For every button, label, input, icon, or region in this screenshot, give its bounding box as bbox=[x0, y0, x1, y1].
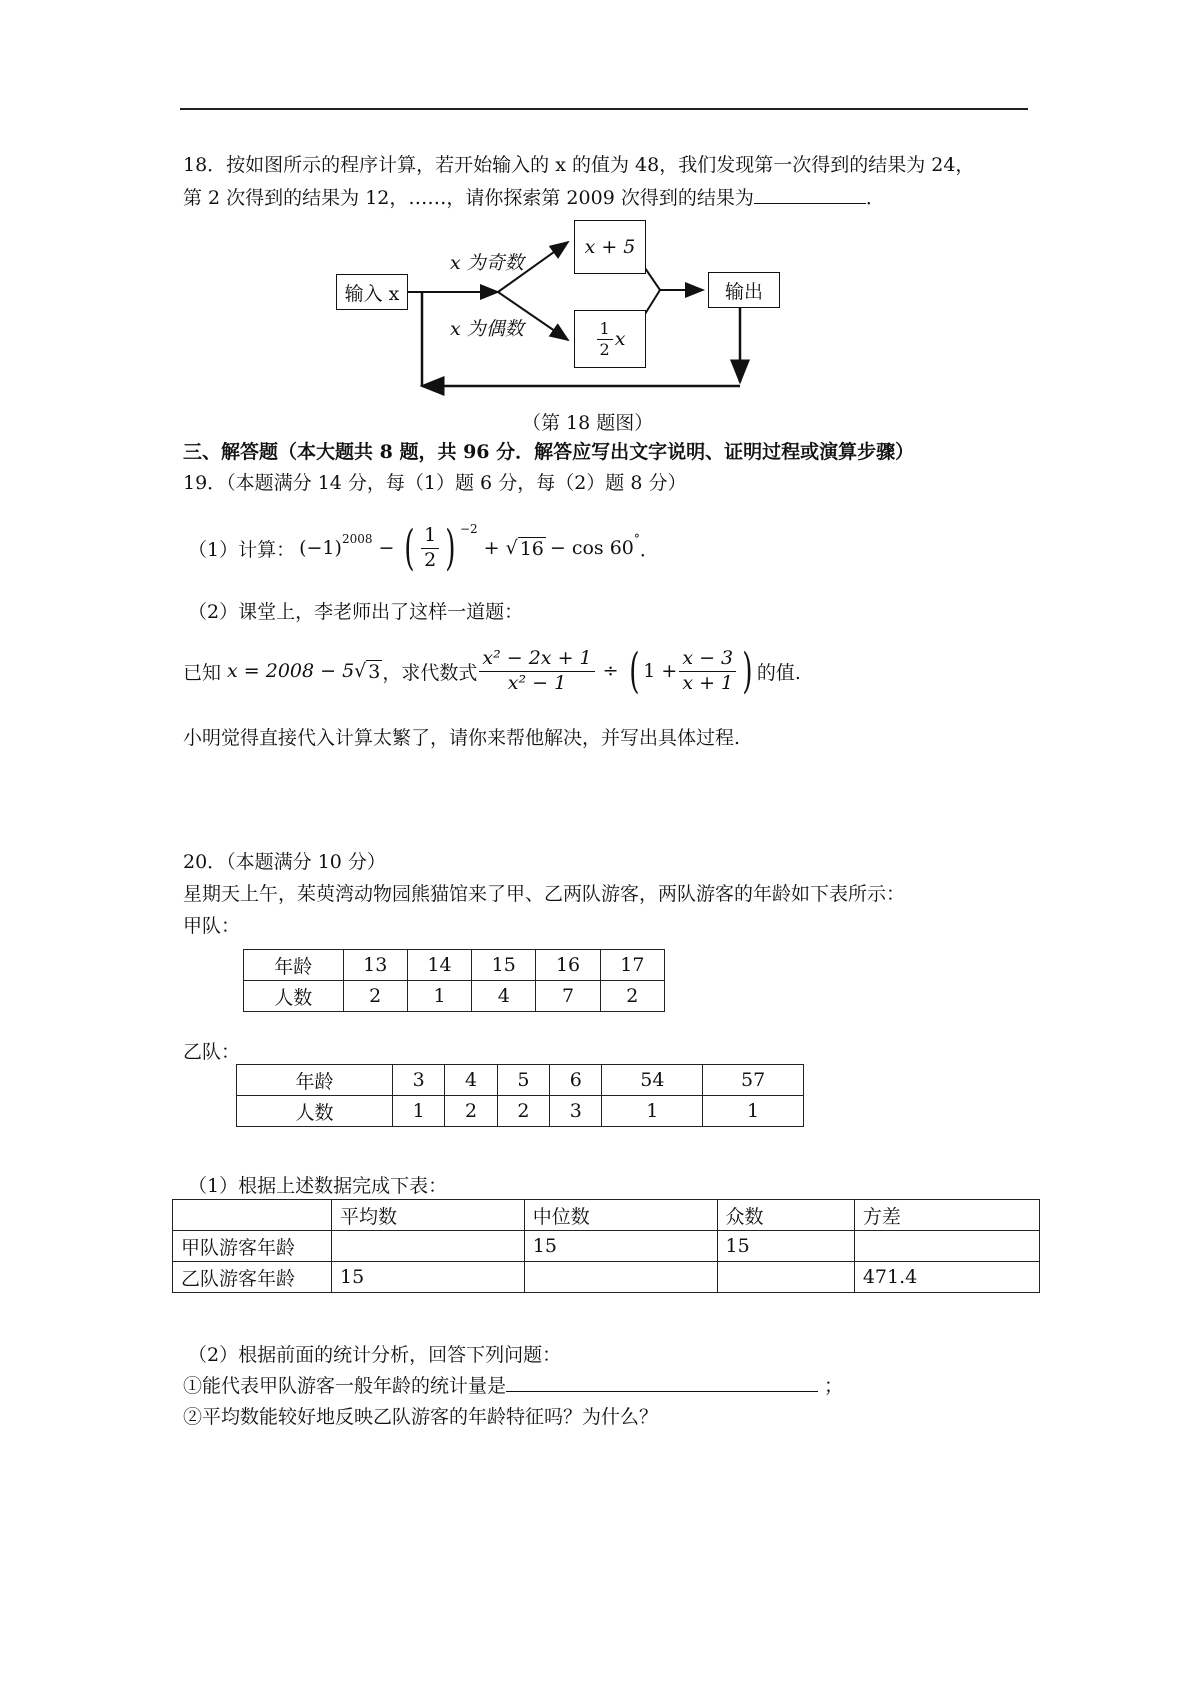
table-cell: 人数 bbox=[237, 1096, 393, 1127]
table-cell: 1 bbox=[393, 1096, 445, 1127]
table-row bbox=[173, 1200, 1040, 1231]
q20-intro: 星期天上午，茱萸湾动物园熊猫馆来了甲、乙两队游客，两队游客的年龄如下表所示： bbox=[183, 883, 906, 905]
table-cell: 57 bbox=[703, 1065, 804, 1096]
q18-answer-blank[interactable] bbox=[754, 185, 866, 204]
q19-given-x: x = 2008 − 5 bbox=[227, 660, 355, 682]
q19-m1-plus: + bbox=[483, 537, 500, 559]
table-cell: 人数 bbox=[244, 981, 344, 1012]
q20-qb: ②平均数能较好地反映乙队游客的年龄特征吗？为什么？ bbox=[183, 1406, 659, 1428]
table-cell: 2 bbox=[600, 981, 664, 1012]
q20-qa-text: ①能代表甲队游客一般年龄的统计量是 bbox=[183, 1375, 507, 1397]
yi-age-table bbox=[236, 1064, 804, 1127]
flow-odd-op-box bbox=[574, 220, 646, 274]
flow-even-num: 1 bbox=[597, 319, 613, 340]
flow-even-frac bbox=[597, 319, 613, 360]
q19-m1-frac bbox=[421, 524, 439, 573]
q19-f2-one: 1 + bbox=[643, 660, 678, 682]
table-cell: 471.4 bbox=[854, 1262, 1039, 1293]
table-cell bbox=[173, 1200, 332, 1231]
q19-m1-num: 1 bbox=[421, 524, 439, 549]
answer-cell[interactable] bbox=[854, 1231, 1039, 1262]
q20-label-yi: 乙队： bbox=[183, 1041, 241, 1063]
sqrt-sign: √ bbox=[505, 537, 518, 559]
table-cell: 2 bbox=[497, 1096, 549, 1127]
flow-odd-op: x + 5 bbox=[584, 236, 636, 258]
table-cell: 平均数 bbox=[332, 1200, 525, 1231]
table-cell: 4 bbox=[472, 981, 536, 1012]
answer-cell[interactable] bbox=[717, 1262, 854, 1293]
table-row bbox=[173, 1231, 1040, 1262]
q18-line1: 18．按如图所示的程序计算，若开始输入的 x 的值为 48，我们发现第一次得到的结果为 24， bbox=[183, 154, 975, 176]
q20-part1: （1）根据上述数据完成下表： bbox=[188, 1175, 448, 1197]
table-cell: 16 bbox=[536, 950, 600, 981]
flow-even-label: x 为偶数 bbox=[450, 318, 524, 340]
table-cell: 14 bbox=[407, 950, 471, 981]
answer-cell[interactable] bbox=[524, 1262, 717, 1293]
table-cell: 2 bbox=[343, 981, 407, 1012]
table-cell: 1 bbox=[407, 981, 471, 1012]
q19-last: 小明觉得直接代入计算太繁了，请你来帮他解决，并写出具体过程. bbox=[183, 727, 741, 749]
q19-m1-minus: − bbox=[378, 537, 395, 559]
q19-lparen: ( bbox=[404, 520, 415, 576]
q19-m1-tail: − cos 60 bbox=[549, 537, 634, 559]
q19-given-b: ，求代数式 bbox=[382, 661, 478, 684]
table-cell: 方差 bbox=[854, 1200, 1039, 1231]
q20-qa-blank[interactable] bbox=[506, 1373, 818, 1392]
q18-caption: （第 18 题图） bbox=[522, 412, 654, 434]
table-cell: 6 bbox=[550, 1065, 602, 1096]
q19-m1-deg: ° bbox=[633, 532, 640, 546]
table-cell: 15 bbox=[524, 1231, 717, 1262]
q20-qa-end: ； bbox=[824, 1375, 844, 1397]
section3-heading: 三、解答题（本大题共 8 题，共 96 分．解答应写出文字说明、证明过程或演算步骤） bbox=[183, 441, 915, 463]
table-cell: 1 bbox=[703, 1096, 804, 1127]
flow-output-label: 输出 bbox=[724, 280, 763, 303]
table-row bbox=[173, 1262, 1040, 1293]
q19-frac1 bbox=[479, 647, 594, 696]
table-cell: 乙队游客年龄 bbox=[173, 1262, 332, 1293]
q19-frac2 bbox=[679, 647, 736, 696]
q19-given-a: 已知 bbox=[183, 661, 222, 684]
flow-even-var: x bbox=[614, 328, 626, 350]
q20-part2: （2）根据前面的统计分析，回答下列问题： bbox=[188, 1344, 562, 1366]
q19-part1 bbox=[188, 518, 659, 578]
flow-odd-label: x 为奇数 bbox=[450, 252, 524, 274]
table-row bbox=[244, 981, 665, 1012]
q20-header: 20．（本题满分 10 分） bbox=[183, 851, 386, 873]
table-cell: 54 bbox=[602, 1065, 703, 1096]
sqrt-sign-2: √ bbox=[354, 660, 367, 682]
flow-even-den: 2 bbox=[599, 339, 610, 359]
q19-m1-end: ． bbox=[639, 538, 659, 561]
flow-even-op-box bbox=[574, 310, 646, 368]
table-cell: 15 bbox=[472, 950, 536, 981]
q20-label-jia: 甲队： bbox=[183, 915, 241, 937]
table-row bbox=[237, 1065, 804, 1096]
q19-m1-base: (−1) bbox=[299, 537, 342, 559]
q19-rparen2: ) bbox=[742, 643, 753, 699]
table-cell: 众数 bbox=[717, 1200, 854, 1231]
q19-header: 19．（本题满分 14 分，每（1）题 6 分，每（2）题 8 分） bbox=[183, 472, 687, 494]
stats-table bbox=[172, 1199, 1040, 1293]
q19-lparen2: ( bbox=[628, 643, 640, 699]
table-cell: 4 bbox=[445, 1065, 497, 1096]
table-cell: 3 bbox=[550, 1096, 602, 1127]
table-row bbox=[244, 950, 665, 981]
q19-f2-num: x − 3 bbox=[679, 647, 736, 672]
table-cell: 年龄 bbox=[237, 1065, 393, 1096]
q19-part2-label: （2）课堂上，李老师出了这样一道题： bbox=[188, 601, 524, 623]
jia-age-table bbox=[243, 949, 665, 1012]
top-rule bbox=[180, 108, 1028, 110]
q19-given-sqrt: 3 bbox=[368, 660, 381, 683]
table-cell: 17 bbox=[600, 950, 664, 981]
q19-f2-den: x + 1 bbox=[682, 671, 734, 694]
flow-input-label: 输入 x bbox=[344, 282, 400, 305]
q19-m1-exp: 2008 bbox=[341, 532, 373, 546]
q18-line2 bbox=[183, 183, 885, 210]
table-cell: 15 bbox=[717, 1231, 854, 1262]
q19-m1-exp2: −2 bbox=[459, 522, 478, 536]
table-cell: 中位数 bbox=[524, 1200, 717, 1231]
table-cell: 15 bbox=[332, 1262, 525, 1293]
q19-given-c: 的值. bbox=[756, 661, 801, 684]
q19-given bbox=[183, 640, 801, 702]
table-cell: 13 bbox=[343, 950, 407, 981]
q19-part1-label: （1）计算： bbox=[188, 538, 296, 561]
q19-f1-den: x² − 1 bbox=[507, 671, 567, 694]
q19-div: ÷ bbox=[602, 660, 619, 682]
table-cell: 3 bbox=[393, 1065, 445, 1096]
answer-cell[interactable] bbox=[332, 1231, 525, 1262]
q19-rparen: ) bbox=[445, 520, 456, 576]
table-cell: 年龄 bbox=[244, 950, 344, 981]
table-cell: 7 bbox=[536, 981, 600, 1012]
table-cell: 1 bbox=[602, 1096, 703, 1127]
flow-output-box bbox=[708, 272, 780, 308]
table-cell: 2 bbox=[445, 1096, 497, 1127]
q18-period: ． bbox=[865, 187, 885, 209]
q18-line2-text: 第 2 次得到的结果为 12，……，请你探索第 2009 次得到的结果为 bbox=[183, 187, 754, 209]
q19-m1-sqrt-arg: 16 bbox=[519, 537, 544, 560]
q19-f1-num: x² − 2x + 1 bbox=[479, 647, 594, 672]
flow-input-box bbox=[336, 274, 408, 310]
table-cell: 5 bbox=[497, 1065, 549, 1096]
q20-qa bbox=[183, 1371, 843, 1398]
table-row bbox=[237, 1096, 804, 1127]
q19-m1-den: 2 bbox=[424, 548, 437, 571]
table-cell: 甲队游客年龄 bbox=[173, 1231, 332, 1262]
